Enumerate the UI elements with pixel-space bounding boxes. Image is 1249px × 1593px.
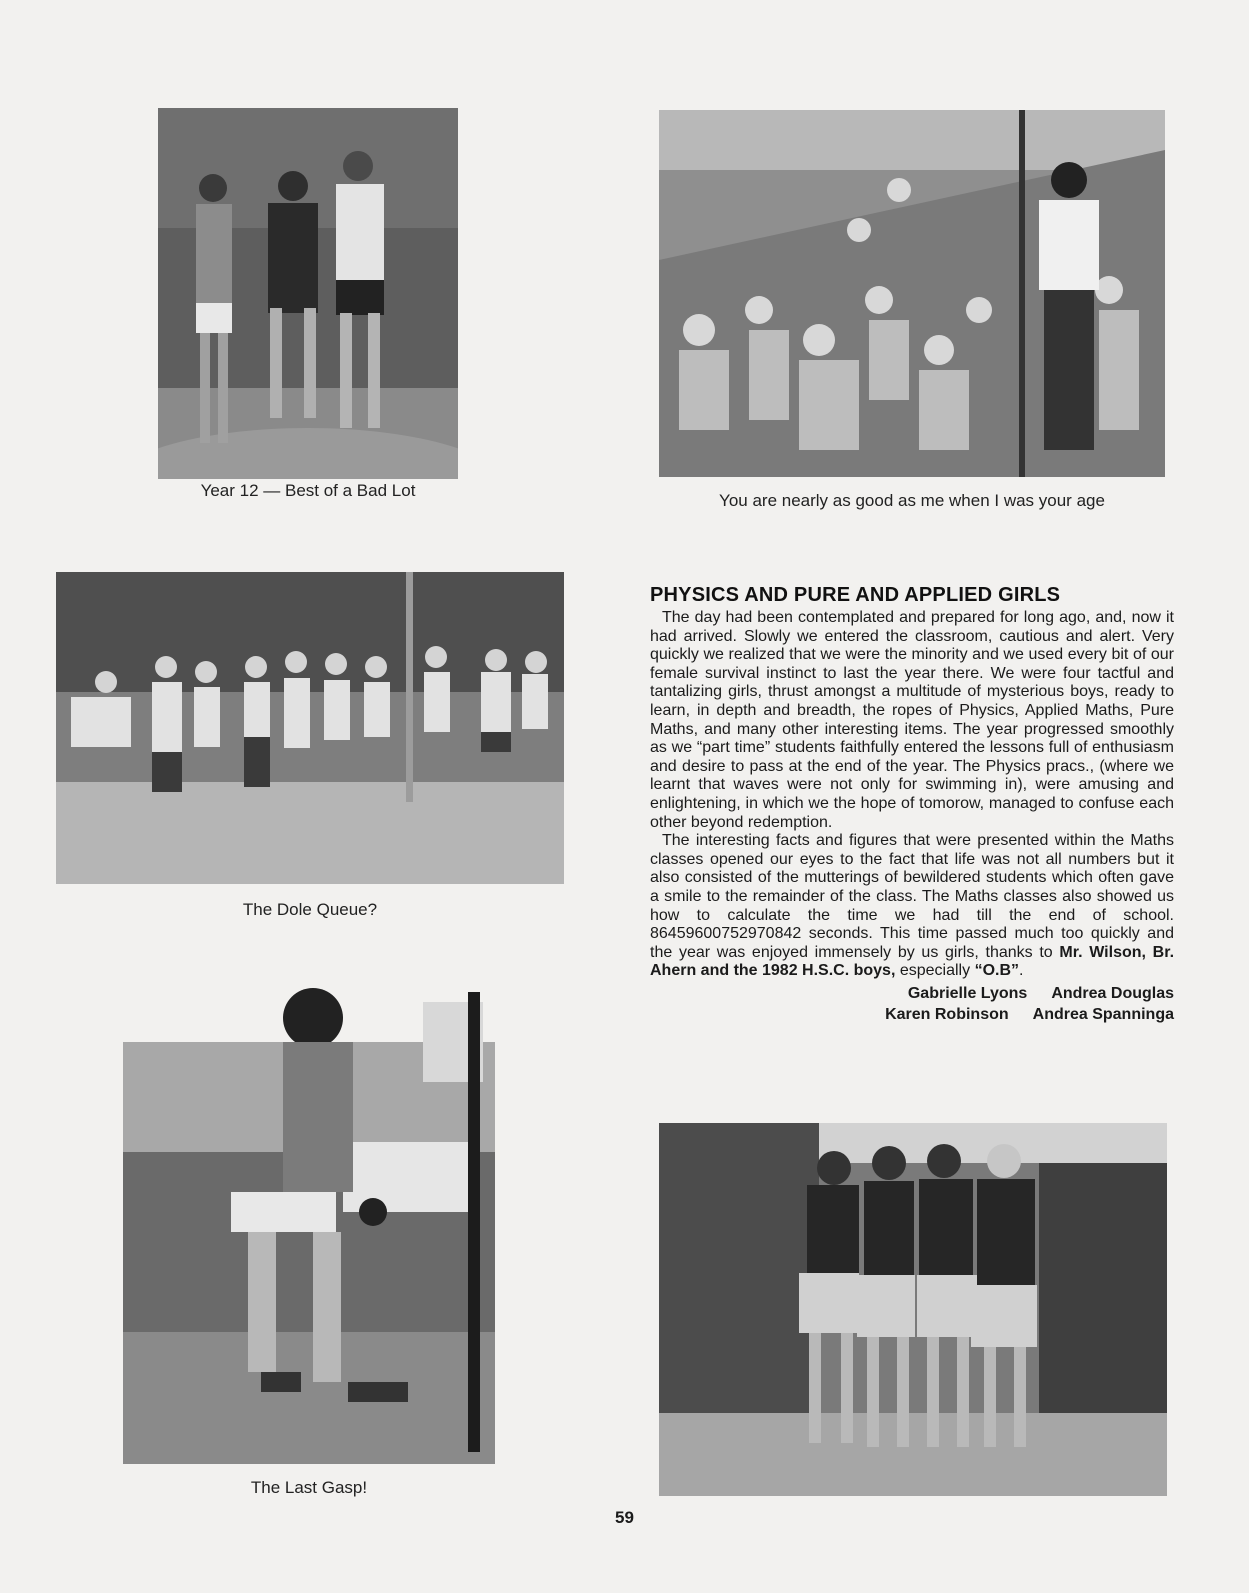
photo-group-hillside bbox=[659, 110, 1165, 477]
photo-year-12 bbox=[158, 108, 458, 479]
paragraph-2-mid: especially bbox=[895, 962, 975, 980]
photo-last-gasp bbox=[123, 982, 495, 1464]
author-name: Gabrielle Lyons bbox=[907, 984, 1028, 1002]
author-signatures bbox=[650, 983, 1174, 1025]
article-paragraph-2 bbox=[650, 832, 1174, 981]
ob-bold: “O.B” bbox=[974, 962, 1020, 980]
page-number: 59 bbox=[615, 1508, 634, 1527]
caption-last-gasp: The Last Gasp! bbox=[250, 1478, 368, 1497]
photo-dole-queue bbox=[56, 572, 564, 884]
author-name: Karen Robinson bbox=[885, 1005, 1009, 1023]
article-paragraph-1: The day had been contemplated and prepared for long ago, and, now it had arrived. Slowly we entered the classroom, cautious and alert. Very quickly we realized that we were the minority and we used every bit of our female survival instinct to last the year there. We were four tactful and tantalizing girls, thrust amongst a multitude of mysterious boys, ready to learn, in depth and breadth, the ropes of Physics, Applied Maths, Pure Maths, and many other interesting items. The year progressed smoothly as we “part time” students faithfully entered the lessons full of enthusiasm and desire to pass at the end of the year. The Physics pracs., (where we learnt that waves were not only for swimming in), were amusing and enlightening, in which we the hope of tomorow, managed to confuse each other beyond redemption. bbox=[650, 609, 1174, 831]
author-name: Andrea Spanninga bbox=[1032, 1005, 1174, 1023]
author-name: Andrea Douglas bbox=[1051, 984, 1174, 1002]
caption-dole-queue: The Dole Queue? bbox=[242, 900, 378, 919]
caption-year-12: Year 12 — Best of a Bad Lot bbox=[200, 481, 416, 500]
paragraph-2-text: The interesting facts and figures that were presented within the Maths classes opened our eyes to the fact that life was not all numbers but it also consisted of the mutterings of bewildered students which often gave a smile to the remainder of the class. The Maths classes also showed us how to calculate the time we had till the end of school. 86459600752970842 seconds. This time passed much too quickly and the year was enjoyed immensely by us girls, thanks to bbox=[650, 832, 1174, 961]
article-title: PHYSICS AND PURE AND APPLIED GIRLS bbox=[650, 584, 1061, 606]
thanks-bold: Mr. Wilson, Br. Ahern and the 1982 H.S.C. boys, bbox=[650, 943, 1175, 980]
article bbox=[650, 584, 1174, 1025]
paragraph-2-end: . bbox=[1019, 962, 1024, 980]
photo-four-girls bbox=[659, 1123, 1167, 1496]
caption-group-hillside: You are nearly as good as me when I was your age bbox=[719, 491, 1105, 510]
